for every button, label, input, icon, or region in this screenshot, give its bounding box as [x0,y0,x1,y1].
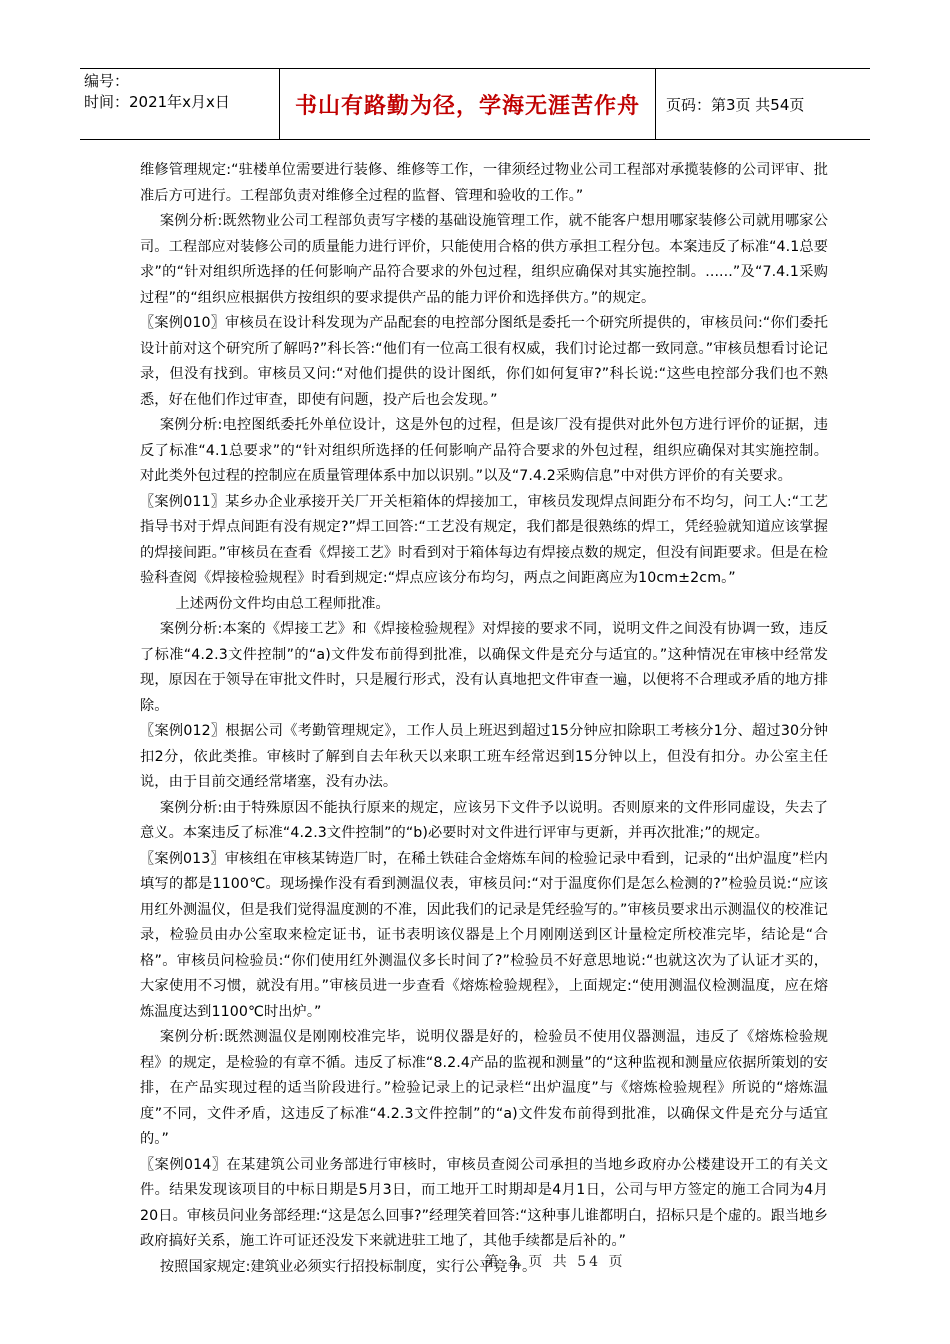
case-paragraph: 〖案例013〗审核组在审核某铸造厂时，在稀土铁硅合金熔炼车间的检验记录中看到，记录的“出炉温度”栏内填写的都是1100℃。现场操作没有看到测温仪表，审核员问:“对于温度你们是怎么检测的?”检验员说:“应该用红外测温仪，但是我们觉得温度测的不准，因此我们的记录是凭经验写的。”审核员要求出示测温仪的校准记录，检验员由办公室取来检定证书，证书表明该仪器是上个月刚刚送到区计量检定所校准完毕，结论是“合格”。审核员问检验员:“你们使用红外测温仪多长时间了?”检验员不好意思地说:“也就这次为了认证才买的，大家使用不习惯，就没有用。”审核员进一步查看《熔炼检验规程》，上面规定:“使用测温仪检测温度，应在熔炼温度达到1100℃时出炉。” [140,850,828,1020]
date-label: 时间：2021年x月x日 [84,93,230,111]
number-label: 编号： [84,72,130,90]
header-motto-cell [280,69,656,139]
case-paragraph: 〖案例012〗根据公司《考勤管理规定》，工作人员上班迟到超过15分钟应扣除职工考核分1分、超过30分钟扣2分，依此类推。审核时了解到自去年秋天以来职工班车经常迟到15分钟以上，但没有扣分。办公室主任说，由于目前交通经常堵塞，没有办法。 [140,723,828,790]
paragraph: 上述两份文件均由总工程师批准。 [175,595,390,612]
paragraph: 案例分析:既然测温仪是刚刚校准完毕，说明仪器是好的，检验员不使用仪器测温，违反了《熔炼检验规程》的规定，是检验的有章不循。违反了标准“8.2.4产品的监视和测量”的“这种监视和测量应依据所策划的安排，在产品实现过程的适当阶段进行。”检验记录上的记录栏“出炉温度”与《熔炼检验规程》所说的“熔炼温度”不同，文件矛盾，这违反了标准“4.2.3文件控制”的“a)文件发布前得到批准，以确保文件是充分与适宜的。” [140,1029,828,1147]
document-body [140,158,828,1280]
paragraph: 按照国家规定:建筑业必须实行招投标制度，实行公平竞争。 [159,1258,537,1275]
header-motto: 书山有路勤为径，学海无涯苦作舟 [294,92,640,119]
case-paragraph: 〖案例010〗审核员在设计科发现为产品配套的电控部分图纸是委托一个研究所提供的，审核员问:“你们委托设计前对这个研究所了解吗?”科长答:“他们有一位高工很有权威，我们讨论过都一致同意。”审核员想看讨论记录，但没有找到。审核员又问:“对他们提供的设计图纸，你们如何复审?”科长说:“这些电控部分我们也不熟悉，好在他们作过审查，即使有问题，投产后也会发现。” [140,315,828,408]
page-footer [0,1251,950,1271]
case-paragraph: 〖案例014〗在某建筑公司业务部进行审核时，审核员查阅公司承担的当地乡政府办公楼建设开工的有关文件。结果发现该项目的中标日期是5月3日，而工地开工时期却是4月1日，公司与甲方签定的施工合同为4月20日。审核员问业务部经理:“这是怎么回事?”经理笑着回答:“这种事儿谁都明白，招标只是个虚的。跟当地乡政府搞好关系，施工许可证还没发下来就进驻工地了，其他手续都是后补的。” [140,1156,828,1249]
paragraph: 案例分析:本案的《焊接工艺》和《焊接检验规程》对焊接的要求不同，说明文件之间没有协调一致，违反了标准“4.2.3文件控制”的“a)文件发布前得到批准，以确保文件是充分与适宜的。”这种情况在审核中经常发现，原因在于领导在审批文件时，只是履行形式，没有认真地把文件审查一遍，以便将不合理或矛盾的地方排除。 [140,621,828,714]
header-page-info: 页码：第3页 共54页 [666,95,805,114]
paragraph: 案例分析:既然物业公司工程部负责写字楼的基础设施管理工作，就不能客户想用哪家装修公司就用哪家公司。工程部应对装修公司的质量能力进行评价，只能使用合格的供方承担工程分包。本案违反了标准“4.1总要求”的“针对组织所选择的任何影响产品符合要求的外包过程，组织应确保对其实施控制。......”及“7.4.1采购过程”的“组织应根据供方按组织的要求提供产品的能力评价和选择供方。”的规定。 [140,213,828,306]
footer-page-number: 第 3 页 共 54 页 [484,1254,626,1270]
page-header [80,68,870,140]
paragraph: 案例分析:由于特殊原因不能执行原来的规定，应该另下文件予以说明。否则原来的文件形同虚设，失去了意义。本案违反了标准“4.2.3文件控制”的“b)必要时对文件进行评审与更新，并再次批准;”的规定。 [140,799,828,841]
case-paragraph: 〖案例011〗某乡办企业承接开关厂开关柜箱体的焊接加工，审核员发现焊点间距分布不均匀，问工人:“工艺指导书对于焊点间距有没有规定?”焊工回答:“工艺没有规定，我们都是很熟练的焊工，凭经验就知道应该掌握的焊接间距。”审核员在查看《焊接工艺》时看到对于箱体每边有焊接点数的规定，但没有间距要求。但是在检验科查阅《焊接检验规程》时看到规定:“焊点应该分布均匀，两点之间距离应为10cm±2cm。” [140,493,828,586]
paragraph: 案例分析:电控图纸委托外单位设计，这是外包的过程，但是该厂没有提供对此外包方进行评价的证据，违反了标准“4.1总要求”的“针对组织所选择的任何影响产品符合要求的外包过程，组织应确保对其实施控制。对此类外包过程的控制应在质量管理体系中加以识别。”以及“7.4.2采购信息”中对供方评价的有关要求。 [140,417,828,484]
paragraph: 维修管理规定:“驻楼单位需要进行装修、维修等工作，一律须经过物业公司工程部对承揽装修的公司评审、批准后方可进行。工程部负责对维修全过程的监督、管理和验收的工作。” [140,162,828,204]
header-meta [80,69,280,139]
